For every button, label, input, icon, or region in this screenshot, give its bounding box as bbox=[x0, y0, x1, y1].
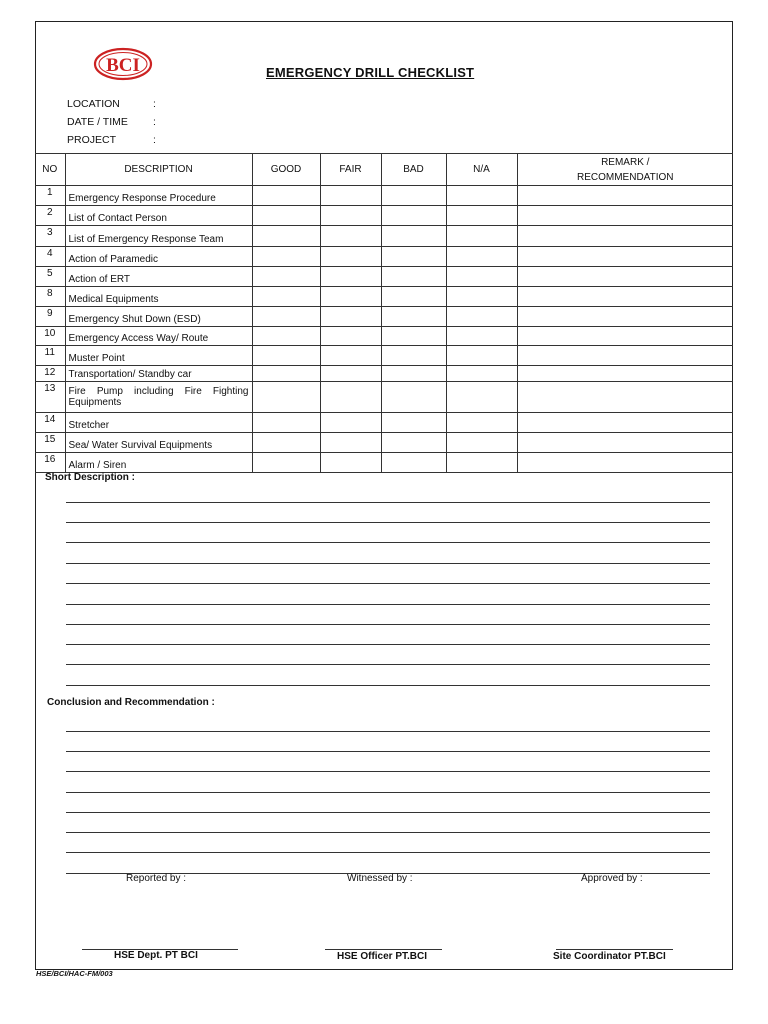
short-description-line[interactable] bbox=[66, 522, 710, 523]
cell-na[interactable] bbox=[446, 267, 517, 287]
short-description-line[interactable] bbox=[66, 583, 710, 584]
cell-fair[interactable] bbox=[320, 413, 381, 433]
table-row bbox=[35, 186, 733, 206]
row-number: 16 bbox=[35, 453, 65, 473]
cell-bad[interactable] bbox=[381, 433, 446, 453]
reported-by-label: Reported by : bbox=[126, 873, 187, 884]
short-description-line[interactable] bbox=[66, 604, 710, 605]
cell-remark[interactable] bbox=[517, 327, 733, 346]
conclusion-line[interactable] bbox=[66, 751, 710, 752]
row-description: Fire Pump including Fire Fighting Equipments bbox=[65, 382, 252, 413]
row-number: 5 bbox=[35, 267, 65, 287]
short-description-line[interactable] bbox=[66, 502, 710, 503]
conclusion-line[interactable] bbox=[66, 731, 710, 732]
row-number: 3 bbox=[35, 226, 65, 247]
header-na: N/A bbox=[446, 154, 517, 186]
short-description-line[interactable] bbox=[66, 542, 710, 543]
header-fair: FAIR bbox=[320, 154, 381, 186]
reported-by-name: HSE Dept. PT BCI bbox=[114, 950, 198, 961]
cell-fair[interactable] bbox=[320, 186, 381, 206]
cell-na[interactable] bbox=[446, 366, 517, 382]
short-description-line[interactable] bbox=[66, 644, 710, 645]
cell-good[interactable] bbox=[252, 186, 320, 206]
header-description: DESCRIPTION bbox=[65, 154, 252, 186]
row-number: 4 bbox=[35, 247, 65, 267]
cell-bad[interactable] bbox=[381, 382, 446, 413]
cell-remark[interactable] bbox=[517, 366, 733, 382]
short-description-line[interactable] bbox=[66, 563, 710, 564]
cell-na[interactable] bbox=[446, 327, 517, 346]
row-description: List of Emergency Response Team bbox=[65, 226, 252, 247]
cell-na[interactable] bbox=[446, 186, 517, 206]
cell-bad[interactable] bbox=[381, 247, 446, 267]
cell-bad[interactable] bbox=[381, 307, 446, 327]
witnessed-by-label: Witnessed by : bbox=[347, 873, 413, 884]
cell-remark[interactable] bbox=[517, 382, 733, 413]
cell-na[interactable] bbox=[446, 346, 517, 366]
row-description: Alarm / Siren bbox=[65, 453, 252, 473]
cell-good[interactable] bbox=[252, 366, 320, 382]
cell-good[interactable] bbox=[252, 206, 320, 226]
header-remark-line1: REMARK / bbox=[601, 156, 650, 168]
cell-na[interactable] bbox=[446, 413, 517, 433]
conclusion-line[interactable] bbox=[66, 812, 710, 813]
row-description: Medical Equipments bbox=[65, 287, 252, 307]
cell-good[interactable] bbox=[252, 413, 320, 433]
table-row bbox=[35, 413, 733, 433]
short-description-label: Short Description : bbox=[45, 472, 136, 483]
logo-text: BCI bbox=[106, 55, 140, 76]
form-code: HSE/BCI/HAC-FM/003 bbox=[36, 969, 113, 978]
cell-na[interactable] bbox=[446, 287, 517, 307]
cell-fair[interactable] bbox=[320, 206, 381, 226]
meta-colon-date-time: : bbox=[153, 116, 156, 128]
cell-good[interactable] bbox=[252, 267, 320, 287]
row-description: Emergency Shut Down (ESD) bbox=[65, 307, 252, 327]
cell-fair[interactable] bbox=[320, 307, 381, 327]
cell-na[interactable] bbox=[446, 453, 517, 473]
cell-fair[interactable] bbox=[320, 327, 381, 346]
row-number: 9 bbox=[35, 307, 65, 327]
cell-remark[interactable] bbox=[517, 307, 733, 327]
table-row bbox=[35, 327, 733, 346]
cell-na[interactable] bbox=[446, 247, 517, 267]
cell-fair[interactable] bbox=[320, 453, 381, 473]
cell-na[interactable] bbox=[446, 226, 517, 247]
table-row bbox=[35, 366, 733, 382]
table-row bbox=[35, 453, 733, 473]
cell-remark[interactable] bbox=[517, 287, 733, 307]
row-description: Muster Point bbox=[65, 346, 252, 366]
cell-bad[interactable] bbox=[381, 206, 446, 226]
row-description: Stretcher bbox=[65, 413, 252, 433]
cell-good[interactable] bbox=[252, 287, 320, 307]
cell-na[interactable] bbox=[446, 382, 517, 413]
table-row bbox=[35, 433, 733, 453]
cell-good[interactable] bbox=[252, 247, 320, 267]
cell-fair[interactable] bbox=[320, 346, 381, 366]
cell-good[interactable] bbox=[252, 346, 320, 366]
cell-bad[interactable] bbox=[381, 267, 446, 287]
row-description: Transportation/ Standby car bbox=[65, 366, 252, 382]
table-row bbox=[35, 346, 733, 366]
table-row bbox=[35, 287, 733, 307]
cell-bad[interactable] bbox=[381, 413, 446, 433]
cell-remark[interactable] bbox=[517, 186, 733, 206]
conclusion-line[interactable] bbox=[66, 852, 710, 853]
header-remark-line2: RECOMMENDATION bbox=[577, 171, 674, 183]
cell-fair[interactable] bbox=[320, 247, 381, 267]
row-number: 2 bbox=[35, 206, 65, 226]
checklist-table bbox=[35, 153, 733, 473]
cell-good[interactable] bbox=[252, 453, 320, 473]
cell-bad[interactable] bbox=[381, 327, 446, 346]
cell-fair[interactable] bbox=[320, 267, 381, 287]
approved-by-name: Site Coordinator PT.BCI bbox=[553, 951, 666, 962]
table-row bbox=[35, 382, 733, 413]
bci-logo bbox=[93, 47, 153, 81]
table-header-row bbox=[35, 154, 733, 186]
cell-bad[interactable] bbox=[381, 453, 446, 473]
row-number: 15 bbox=[35, 433, 65, 453]
short-description-line[interactable] bbox=[66, 624, 710, 625]
table-row bbox=[35, 206, 733, 226]
cell-fair[interactable] bbox=[320, 226, 381, 247]
approved-by-label: Approved by : bbox=[581, 873, 643, 884]
conclusion-label: Conclusion and Recommendation : bbox=[47, 697, 215, 708]
witnessed-by-name: HSE Officer PT.BCI bbox=[337, 951, 428, 962]
cell-bad[interactable] bbox=[381, 346, 446, 366]
table-row bbox=[35, 267, 733, 287]
cell-remark[interactable] bbox=[517, 413, 733, 433]
meta-colon-project: : bbox=[153, 134, 156, 146]
cell-good[interactable] bbox=[252, 382, 320, 413]
table-row bbox=[35, 226, 733, 247]
row-description: List of Contact Person bbox=[65, 206, 252, 226]
cell-fair[interactable] bbox=[320, 433, 381, 453]
short-description-line[interactable] bbox=[66, 685, 710, 686]
row-number: 10 bbox=[35, 327, 65, 346]
cell-remark[interactable] bbox=[517, 453, 733, 473]
row-number: 12 bbox=[35, 366, 65, 382]
meta-label-date-time: DATE / TIME bbox=[67, 116, 128, 128]
header-no: NO bbox=[35, 154, 65, 186]
cell-na[interactable] bbox=[446, 307, 517, 327]
conclusion-line[interactable] bbox=[66, 792, 710, 793]
cell-good[interactable] bbox=[252, 327, 320, 346]
cell-fair[interactable] bbox=[320, 382, 381, 413]
table-row bbox=[35, 307, 733, 327]
cell-bad[interactable] bbox=[381, 366, 446, 382]
approved-by-signature-line bbox=[556, 949, 673, 950]
meta-label-project: PROJECT bbox=[67, 134, 117, 146]
row-number: 11 bbox=[35, 346, 65, 366]
cell-na[interactable] bbox=[446, 206, 517, 226]
row-number: 14 bbox=[35, 413, 65, 433]
cell-remark[interactable] bbox=[517, 226, 733, 247]
cell-good[interactable] bbox=[252, 433, 320, 453]
cell-good[interactable] bbox=[252, 226, 320, 247]
document-title: EMERGENCY DRILL CHECKLIST bbox=[266, 65, 475, 80]
row-description: Emergency Response Procedure bbox=[65, 186, 252, 206]
row-description: Action of Paramedic bbox=[65, 247, 252, 267]
row-description: Action of ERT bbox=[65, 267, 252, 287]
cell-remark[interactable] bbox=[517, 346, 733, 366]
table-row bbox=[35, 247, 733, 267]
row-description: Sea/ Water Survival Equipments bbox=[65, 433, 252, 453]
cell-remark[interactable] bbox=[517, 433, 733, 453]
cell-bad[interactable] bbox=[381, 226, 446, 247]
meta-label-location: LOCATION bbox=[67, 98, 120, 110]
short-description-line[interactable] bbox=[66, 664, 710, 665]
cell-remark[interactable] bbox=[517, 247, 733, 267]
cell-remark[interactable] bbox=[517, 206, 733, 226]
header-remark bbox=[517, 154, 733, 186]
header-bad: BAD bbox=[381, 154, 446, 186]
row-number: 8 bbox=[35, 287, 65, 307]
row-number: 13 bbox=[35, 382, 65, 413]
row-number: 1 bbox=[35, 186, 65, 206]
cell-fair[interactable] bbox=[320, 287, 381, 307]
witnessed-by-signature-line bbox=[325, 949, 442, 950]
header-good: GOOD bbox=[252, 154, 320, 186]
meta-colon-location: : bbox=[153, 98, 156, 110]
cell-bad[interactable] bbox=[381, 287, 446, 307]
cell-good[interactable] bbox=[252, 307, 320, 327]
conclusion-line[interactable] bbox=[66, 832, 710, 833]
row-description: Emergency Access Way/ Route bbox=[65, 327, 252, 346]
cell-bad[interactable] bbox=[381, 186, 446, 206]
cell-fair[interactable] bbox=[320, 366, 381, 382]
cell-na[interactable] bbox=[446, 433, 517, 453]
conclusion-line[interactable] bbox=[66, 771, 710, 772]
cell-remark[interactable] bbox=[517, 267, 733, 287]
